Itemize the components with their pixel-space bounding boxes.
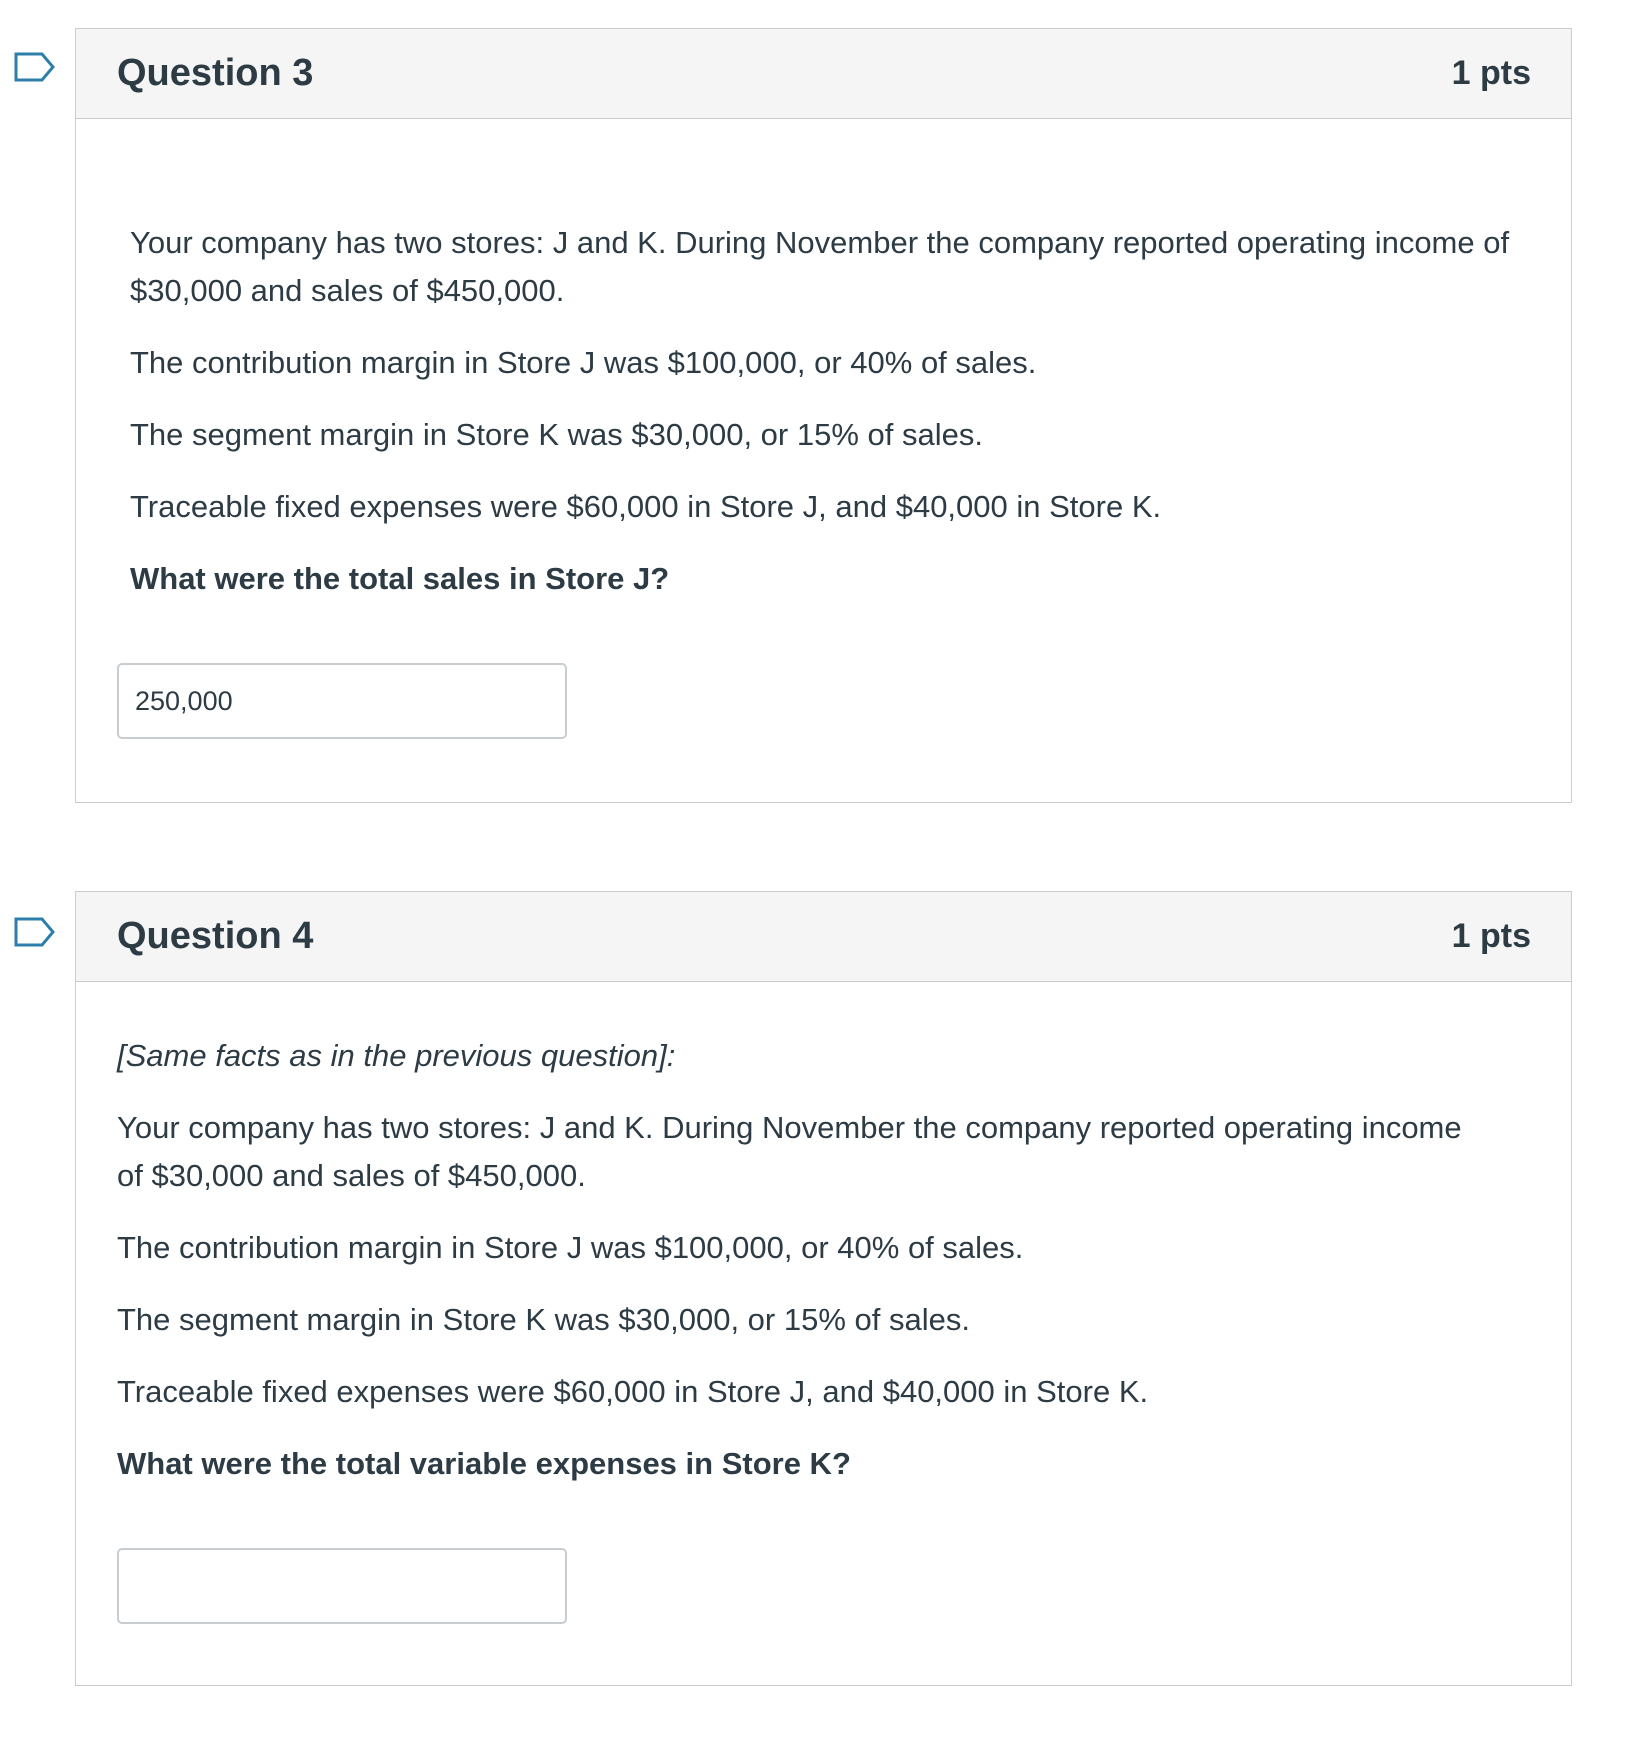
answer-input[interactable]	[117, 1548, 567, 1624]
question-header	[76, 892, 1571, 982]
question-paragraph: Your company has two stores: J and K. During November the company reported operating income of $30,000 and sales of $450,000.	[117, 1110, 1462, 1193]
question-text	[130, 219, 1531, 603]
question-body	[76, 982, 1571, 1624]
question-body	[76, 119, 1571, 739]
question-3	[75, 28, 1572, 803]
question-paragraph: Traceable fixed expenses were $60,000 in Store J, and $40,000 in Store K.	[117, 1374, 1149, 1409]
question-text	[117, 1032, 1481, 1488]
question-title: Question 4	[117, 915, 314, 957]
question-paragraph: Traceable fixed expenses were $60,000 in Store J, and $40,000 in Store K.	[130, 489, 1162, 524]
question-paragraph: The segment margin in Store K was $30,000, or 15% of sales.	[130, 417, 983, 452]
question-prompt: What were the total sales in Store J?	[130, 561, 670, 596]
question-title: Question 3	[117, 52, 314, 94]
question-paragraph: The contribution margin in Store J was $100,000, or 40% of sales.	[117, 1230, 1024, 1265]
flag-question-icon[interactable]	[14, 52, 56, 82]
flag-question-icon[interactable]	[14, 917, 56, 947]
question-4	[75, 891, 1572, 1686]
question-note: [Same facts as in the previous question]:	[117, 1038, 676, 1073]
question-header	[76, 29, 1571, 119]
question-paragraph: The contribution margin in Store J was $100,000, or 40% of sales.	[130, 345, 1037, 380]
question-paragraph: The segment margin in Store K was $30,000, or 15% of sales.	[117, 1302, 970, 1337]
question-points: 1 pts	[1451, 917, 1531, 955]
question-points: 1 pts	[1451, 54, 1531, 92]
question-paragraph: Your company has two stores: J and K. During November the company reported operating income of $30,000 and sales of $450,000.	[130, 225, 1510, 308]
answer-input[interactable]	[117, 663, 567, 739]
question-prompt: What were the total variable expenses in Store K?	[117, 1446, 851, 1481]
